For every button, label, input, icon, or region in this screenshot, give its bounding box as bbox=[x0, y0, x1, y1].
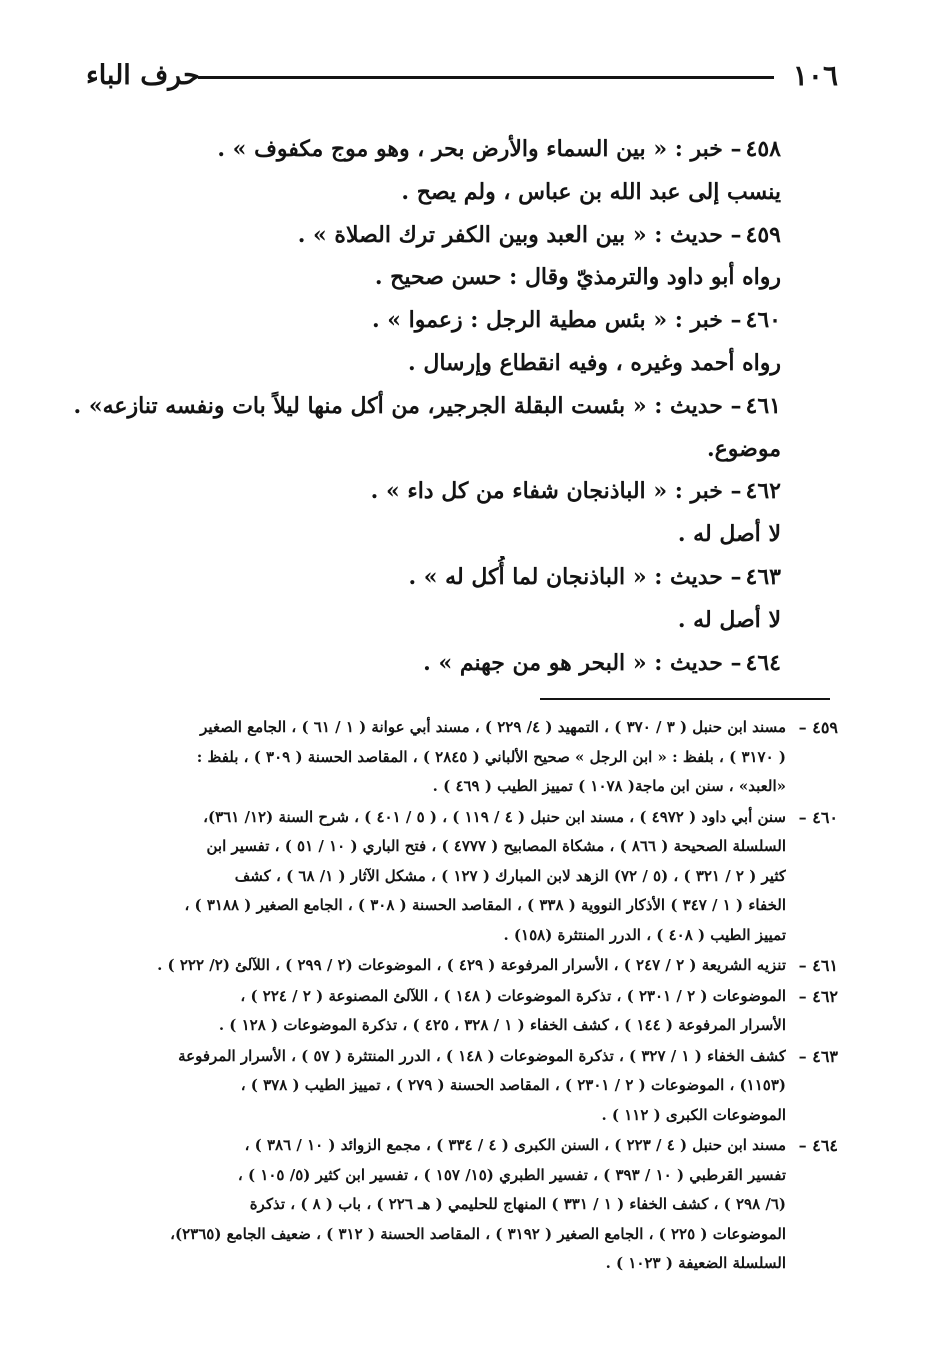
entry-number: ٤٦٠ bbox=[745, 307, 781, 334]
entry-461 bbox=[73, 385, 781, 428]
footnote-line: الموضوعات ( ٢٢٥ ) ، الجامع الصغير ( ٣١٩٢ ) ، المقاصد الحسنة ( ٣١٢ ) ، ضعيف الجامع (٢٣٦٥)، bbox=[170, 1224, 786, 1243]
page-header bbox=[86, 58, 838, 98]
footnote-464 bbox=[103, 1131, 838, 1279]
footnote-number: ٤٦٣ – bbox=[798, 1046, 838, 1066]
footnote-463 bbox=[103, 1042, 838, 1131]
entry-number: ٤٥٩ bbox=[745, 221, 781, 248]
footnote-number: ٤٦١ – bbox=[798, 956, 838, 975]
footnote-line: مسند ابن حنبل ( ٤ / ٢٢٣ ) ، السنن الكبرى ( ٤ / ٣٣٤ ) ، مجمع الزوائد ( ١٠ / ٣٨٦ ) ، bbox=[244, 1136, 786, 1154]
footnote-line: (٦/ ٢٩٨ ) ، كشف الخفاء ( ١ / ٣٣١ ) المنهاج للحليمي ( هـ ٢٢٦ ) ، باب ( ٨ ) ، تذكرة bbox=[249, 1195, 786, 1213]
entry-number: ٤٦١ bbox=[745, 392, 781, 419]
footnote-line: كثير ( ٢ / ٣٢١ ) ، (٥ / ٧٢) الزهد لابن المبارك ( ١٢٧ ) ، مشكل الآثار ( ١/ ٦٨ ) ، كشف bbox=[234, 866, 786, 885]
footnote-number: ٤٦٠ – bbox=[798, 807, 838, 827]
entry-comment: ينسب إلى عبد الله بن عباس ، ولم يصح . bbox=[401, 178, 781, 205]
footnote-line: تمييز الطيب ( ٤٠٨ ) ، الدرر المنتثرة (١٥٨) . bbox=[503, 925, 786, 944]
footnote-line: السلسلة الضعيفة ( ١٠٢٣ ) . bbox=[605, 1254, 786, 1272]
footnote-459 bbox=[103, 713, 838, 802]
footnote-line: الأسرار المرفوعة ( ١٤٤ ) ، كشف الخفاء ( ١ / ٣٢٨ ، ٤٢٥ ) ، تذكرة الموضوعات ( ١٢٨ ) . bbox=[218, 1016, 786, 1034]
footnote-line: السلسلة الصحيحة ( ٨٦٦ ) ، مشكاة المصابيح ( ٤٧٧٧ ) ، فتح الباري ( ١٠ / ٥١ ) ، تفسير ابن bbox=[206, 837, 786, 855]
entry-title: – خبر : « بئس مطية الرجل : زعموا » . bbox=[371, 307, 742, 334]
entry-title: – حديث : « البحر هو من جهنم » . bbox=[423, 649, 742, 676]
footnote-line: تفسير القرطبي ( ١٠ / ٣٩٣ ) ، تفسير الطبري (١٥/ ١٥٧ ) ، تفسير ابن كثير (٥/ ١٠٥ ) ، bbox=[237, 1165, 786, 1184]
footnote-line: الخفاء ( ١ / ٣٤٧ ) الأذكار النووية ( ٣٣٨ ) ، المقاصد الحسنة ( ٣٠٨ ) ، الجامع الصغير ( ٣١٨٨ ) ، bbox=[184, 896, 786, 914]
footnote-number: ٤٦٢ – bbox=[798, 986, 838, 1006]
footnote-line: سنن أبي داود ( ٤٩٧٢ ) ، مسند ابن حنبل ( ٤ / ١١٩ ) ، ( ٥ / ٤٠١ ) ، شرح السنة (١٢/ ٣٦١)، bbox=[203, 807, 786, 826]
entry-title: – حديث : « بين العبد وبين الكفر ترك الصلاة » . bbox=[297, 221, 742, 248]
entry-comment: لا أصل له . bbox=[677, 521, 781, 548]
entry-463 bbox=[121, 556, 781, 599]
entry-460 bbox=[121, 299, 781, 342]
page-number: ١٠٦ bbox=[792, 59, 838, 92]
footnote-line: (١١٥٣) ، الموضوعات ( ٢ / ٢٣٠١ ) ، المقاصد الحسنة ( ٢٧٩ ) ، تمييز الطيب ( ٣٧٨ ) ، bbox=[240, 1076, 786, 1094]
footnote-line: تنزيه الشريعة ( ٢ / ٢٤٧ ) ، الأسرار المرفوعة ( ٤٢٩ ) ، الموضوعات (٢ / ٢٩٩ ) ، اللآلئ (٢/ ٢٢٢ ) . bbox=[157, 956, 786, 974]
entry-number: ٤٦٤ bbox=[745, 649, 781, 676]
footnote-line: الموضوعات الكبرى ( ١١٢ ) . bbox=[601, 1105, 786, 1124]
running-title: حرف الباء bbox=[86, 60, 200, 91]
main-text bbox=[73, 128, 781, 684]
footnote-line: الموضوعات ( ٢ / ٢٣٠١ ) ، تذكرة الموضوعات ( ١٤٨ ) ، اللآلئ المصنوعة ( ٢ / ٢٢٤ ) ، bbox=[240, 986, 786, 1005]
header-rule bbox=[198, 76, 774, 79]
footnote-line: ( ٣١٧٠ ) ، بلفظ : « ابن الرجل » صحيح الألباني ( ٢٨٤٥ ) ، المقاصد الحسنة ( ٣٠٩ ) ، بلفظ : bbox=[196, 747, 786, 766]
entry-comment: رواه أبو داود والترمذيّ وقال : حسن صحيح . bbox=[374, 264, 781, 291]
entry-title: – حديث : « بئست البقلة الجرجير، من أكل منها ليلاً بات ونفسه تنازعه» . bbox=[73, 392, 742, 419]
footnote-number: ٤٦٤ – bbox=[798, 1136, 838, 1155]
footnote-line: مسند ابن حنبل ( ٣ / ٣٧٠ ) ، التمهيد ( ٤/ ٢٢٩ ) ، مسند أبي عوانة ( ١ / ٦١ ) ، الجامع الصغير bbox=[200, 718, 786, 736]
footnotes bbox=[103, 713, 838, 1280]
footnote-number: ٤٥٩ – bbox=[798, 718, 838, 737]
footnote-460 bbox=[103, 803, 838, 951]
entry-458 bbox=[121, 128, 781, 171]
entry-462 bbox=[121, 470, 781, 513]
entry-459 bbox=[121, 214, 781, 257]
entry-comment: لا أصل له . bbox=[677, 606, 781, 633]
footnote-line: «العبد» ، سنن ابن ماجة( ١٠٧٨ ) تمييز الطيب ( ٤٦٩ ) . bbox=[432, 777, 786, 795]
entry-464 bbox=[121, 642, 781, 685]
footnote-462 bbox=[103, 982, 838, 1041]
entry-title: – حديث : « الباذنجان لما أُكل له » . bbox=[408, 563, 742, 590]
entry-number: ٤٦٣ bbox=[745, 563, 781, 590]
entry-number: ٤٥٨ bbox=[745, 136, 781, 162]
footnote-line: كشف الخفاء ( ١ / ٣٢٧ ) ، تذكرة الموضوعات ( ١٤٨ ) ، الدرر المنتثرة ( ٥٧ ) ، الأسرار المرفوعة bbox=[178, 1046, 786, 1065]
entry-title: – خبر : « الباذنجان شفاء من كل داء » . bbox=[370, 478, 742, 505]
entry-title: – خبر : « بين السماء والأرض بحر ، وهو موج مكفوف » . bbox=[217, 136, 742, 162]
footnote-461 bbox=[103, 951, 838, 981]
entry-comment: رواه أحمد وغيره ، وفيه انقطاع وإرسال . bbox=[408, 349, 781, 376]
entry-comment: موضوع. bbox=[707, 435, 781, 462]
entry-number: ٤٦٢ bbox=[745, 478, 781, 505]
footnote-separator bbox=[540, 698, 830, 700]
